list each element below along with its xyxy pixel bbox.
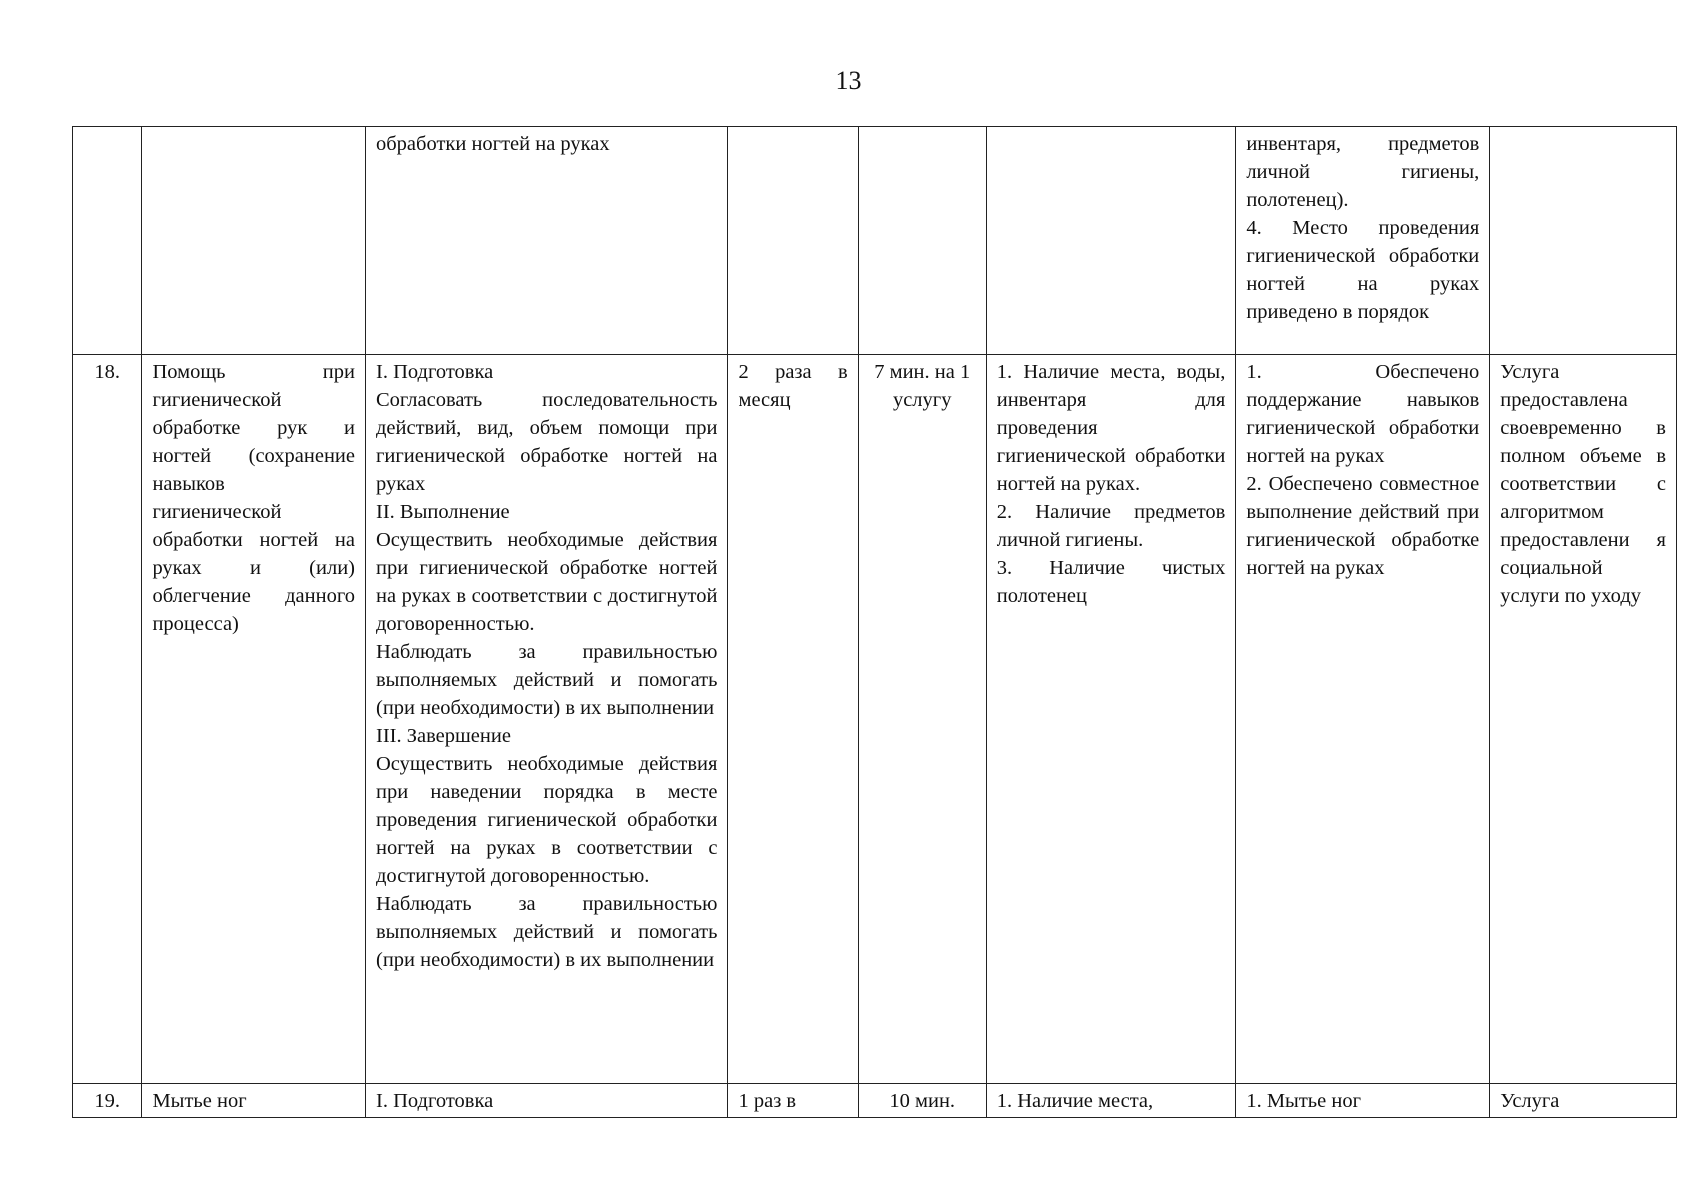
action-step: Наблюдать за правильностью выполняемых действий и помогать (при необходимости) в их выполнении	[376, 641, 718, 719]
cell-frequency	[728, 127, 858, 355]
cell-number: 18.	[73, 355, 142, 1084]
page-number: 13	[835, 66, 862, 95]
cell-service	[142, 127, 366, 355]
action-step: II. Выполнение	[376, 501, 510, 523]
result-item: 2. Обеспечено совместное выполнение действий при гигиенической обработке ногтей на руках	[1246, 473, 1480, 579]
table-row-continuation	[73, 127, 1677, 355]
cell-service: Помощь при гигиенической обработке рук и ногтей (сохранение навыков гигиенической обработки ногтей на руках и (или) облегчение данного процесса)	[142, 355, 366, 1084]
cell-conditions: 1. Наличие места,	[986, 1084, 1236, 1118]
cell-time: 7 мин. на 1 услугу	[858, 355, 986, 1084]
table-row-19	[73, 1084, 1677, 1118]
cell-actions	[366, 355, 728, 1084]
cell-results: 1. Мытье ног	[1236, 1084, 1490, 1118]
cell-evaluation: Услуга предоставлена своевременно в полном объеме в соответствии с алгоритмом предоставлени я социальной услуги по уходу	[1490, 355, 1677, 1084]
condition-item: 2. Наличие предметов личной гигиены.	[996, 501, 1226, 551]
cell-evaluation: Услуга	[1490, 1084, 1677, 1118]
action-step: III. Завершение	[376, 725, 511, 747]
cell-time: 10 мин.	[858, 1084, 986, 1118]
condition-item: 1. Наличие места, воды, инвентаря для проведения гигиенической обработки ногтей на руках.	[996, 361, 1226, 495]
cell-results	[1236, 355, 1490, 1084]
cell-conditions	[986, 355, 1236, 1084]
table-row-18	[73, 355, 1677, 1084]
action-step: Согласовать последовательность действий, вид, объем помощи при гигиенической обработке ногтей на руках	[376, 389, 718, 495]
condition-item: 3. Наличие чистых полотенец	[996, 557, 1226, 607]
cell-time	[858, 127, 986, 355]
action-step: Наблюдать за правильностью выполняемых действий и помогать (при необходимости) в их выполнении	[376, 893, 718, 971]
cell-number	[73, 127, 142, 355]
cell-evaluation	[1490, 127, 1677, 355]
action-step: Осуществить необходимые действия при гигиенической обработке ногтей на руках в соответствии с достигнутой договоренностью.	[376, 529, 718, 635]
action-step: Осуществить необходимые действия при наведении порядка в месте проведения гигиенической обработки ногтей на руках в соответствии с достигнутой договоренностью.	[376, 753, 718, 887]
services-table	[72, 126, 1677, 1118]
cell-conditions	[986, 127, 1236, 355]
cell-actions: I. Подготовка	[366, 1084, 728, 1118]
cell-number: 19.	[73, 1084, 142, 1118]
result-item: 1. Обеспечено поддержание навыков гигиенической обработки ногтей на руках	[1246, 361, 1480, 467]
result-text: инвентаря, предметов личной гигиены, полотенец).	[1246, 133, 1480, 211]
cell-frequency: 2 раза в месяц	[728, 355, 858, 1084]
cell-frequency: 1 раз в	[728, 1084, 858, 1118]
cell-actions: обработки ногтей на руках	[366, 127, 728, 355]
cell-service: Мытье ног	[142, 1084, 366, 1118]
action-step: I. Подготовка	[376, 361, 494, 383]
cell-results	[1236, 127, 1490, 355]
result-text: 4. Место проведения гигиенической обработки ногтей на руках приведено в порядок	[1246, 217, 1480, 323]
